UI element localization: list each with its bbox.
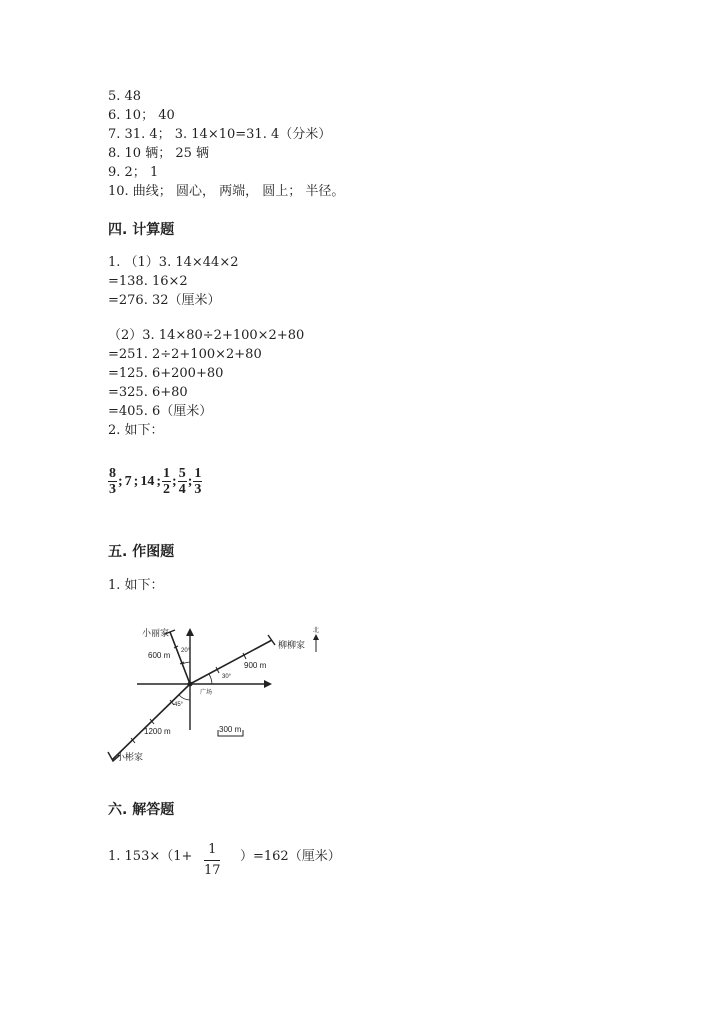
direction-diagram: [0, 612, 720, 792]
question-2-label: 2. 如下：: [108, 423, 164, 438]
solution-1-left: 1. 153×（1+: [108, 849, 193, 864]
label-xiaobin: 小彬家: [116, 752, 144, 762]
label-xiaoli: 小丽家: [142, 628, 170, 638]
section-heading-calculation: 四. 计算题: [108, 222, 175, 238]
answer-line-5: 5. 48: [108, 89, 142, 104]
denominator: 3: [194, 482, 202, 497]
label-liuliu: 柳柳家: [278, 640, 306, 650]
separator: ;: [118, 473, 123, 489]
fraction-bar: [204, 860, 220, 861]
label-600m: 600 m: [148, 651, 171, 660]
label-30deg: 30°: [222, 674, 232, 680]
calc-line: =325. 6+80: [108, 385, 188, 400]
label-square: 广场: [200, 690, 213, 696]
fraction-sequence: [108, 466, 202, 497]
label-900m: 900 m: [244, 661, 267, 670]
calc-line: =125. 6+200+80: [108, 366, 224, 381]
fraction-8-3: [108, 466, 117, 497]
numerator: 1: [163, 466, 171, 481]
calc-line: =138. 16×2: [108, 274, 188, 289]
fraction-1-3: [193, 466, 202, 497]
angle-arc-45: [179, 695, 190, 700]
answer-line-9: 9. 2； 1: [108, 165, 159, 180]
north-arrowhead: [186, 628, 194, 636]
answer-line-6: 6. 10； 40: [108, 108, 175, 123]
separator: ;: [156, 473, 162, 489]
path-to-xiaobin: [112, 684, 190, 760]
solution-1-right: ）=162（厘米）: [240, 849, 341, 864]
answer-line-7: 7. 31. 4； 3. 14×10=31. 4（分米）: [108, 127, 332, 142]
separator: ;: [133, 473, 139, 489]
numerator: 8: [109, 466, 116, 481]
label-north: 北: [313, 628, 320, 634]
east-arrowhead: [264, 680, 272, 688]
calc-line: （2）3. 14×80÷2+100×2+80: [108, 328, 305, 343]
answer-line-10: 10. 曲线； 圆心， 两端， 圆上； 半径。: [108, 184, 345, 199]
separator: ;: [187, 473, 193, 489]
numerator: 1: [208, 842, 217, 857]
fraction-1-2: [162, 466, 171, 497]
integer-14: 14: [140, 473, 155, 489]
scale-label: 300 m: [219, 725, 242, 734]
integer-7: 7: [124, 473, 132, 489]
path-to-xiaoli: [170, 632, 190, 684]
calc-line: =405. 6（厘米）: [108, 404, 213, 419]
label-20deg: 20°: [181, 648, 191, 654]
square-center: [188, 682, 193, 687]
section-heading-drawing: 五. 作图题: [108, 544, 175, 560]
fraction-1-17: [204, 842, 221, 879]
label-45deg: 45°: [174, 702, 184, 708]
denominator: 17: [204, 863, 221, 878]
separator: ;: [172, 473, 177, 489]
question-1-label: 1. 如下：: [108, 578, 164, 593]
label-1200m: 1200 m: [144, 727, 171, 736]
calc-line: =251. 2÷2+100×2+80: [108, 347, 262, 362]
denominator: 2: [163, 482, 171, 497]
answer-line-8: 8. 10 辆； 25 辆: [108, 146, 210, 161]
liuliu-end-tick: [268, 635, 275, 645]
angle-arc-30: [209, 674, 212, 684]
calc-line: 1. （1）3. 14×44×2: [108, 255, 239, 270]
north-arrow-head: [313, 634, 319, 640]
section-heading-solutions: 六. 解答题: [108, 802, 175, 818]
denominator: 3: [109, 482, 116, 497]
numerator: 5: [178, 466, 186, 481]
fraction-5-4: [178, 466, 187, 497]
denominator: 4: [178, 482, 186, 497]
numerator: 1: [194, 466, 202, 481]
calc-line: =276. 32（厘米）: [108, 293, 221, 308]
